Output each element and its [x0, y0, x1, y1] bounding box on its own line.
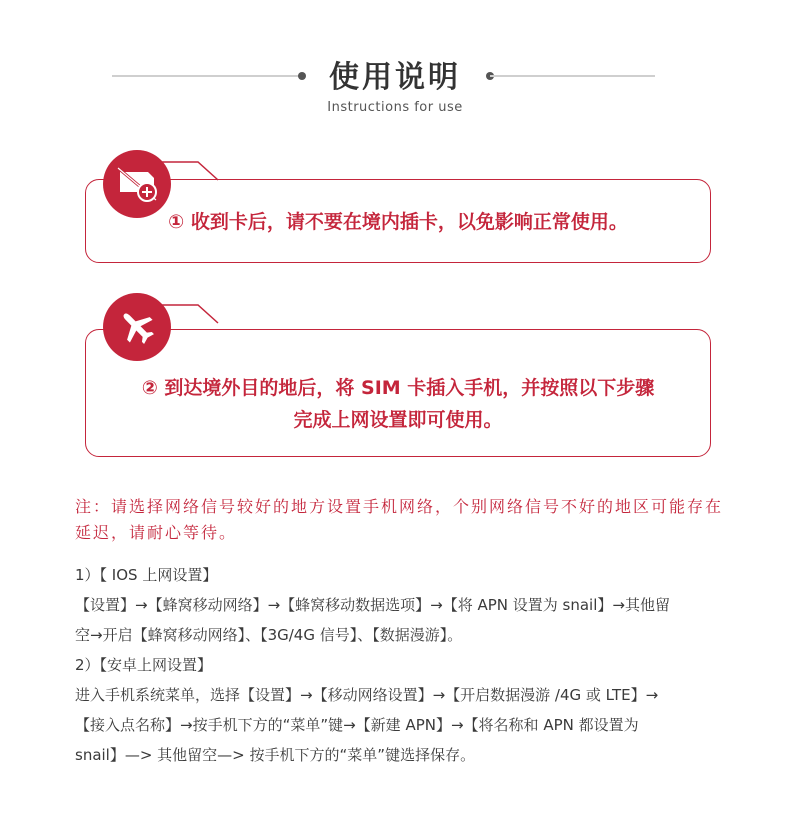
ios-step-line-2: 空→开启【蜂窝移动网络】、【3G/4G 信号】、【数据漫游】。: [75, 626, 463, 644]
step-card-2-text: [86, 372, 710, 436]
step-card-2: [85, 329, 711, 457]
step-card-1-text: ① 收到卡后，请不要在境内插卡，以免影响正常使用。: [168, 211, 628, 233]
step-card-2-line-1: ② 到达境外目的地后，将 SIM 卡插入手机，并按照以下步骤: [141, 377, 655, 399]
android-step-line-2: 【接入点名称】→按手机下方的“菜单”键→【新建 APN】→【将名称和 APN 都设置为: [75, 716, 639, 734]
ios-step-line-1: 【设置】→【蜂窝移动网络】→【蜂窝移动数据选项】→【将 APN 设置为 snail】→其他留: [75, 596, 670, 614]
step-card-1: [85, 179, 711, 263]
notice-text: 注：请选择网络信号较好的地方设置手机网络，个别网络信号不好的地区可能存在延迟，请耐心等待。: [75, 497, 724, 542]
setup-steps: [75, 560, 725, 770]
step-card-2-line-2: 完成上网设置即可使用。: [293, 409, 503, 431]
ios-heading: 1）【 IOS 上网设置】: [75, 566, 218, 584]
android-heading: 2）【安卓上网设置】: [75, 656, 213, 674]
android-step-line-1: 进入手机系统菜单，选择【设置】→【移动网络设置】→【开启数据漫游 /4G 或 LTE】→: [75, 686, 659, 704]
page-title: 使用说明: [329, 60, 461, 95]
sim-card-add-icon: [103, 150, 171, 218]
android-step-line-3: snail】—> 其他留空—> 按手机下方的“菜单”键选择保存。: [75, 746, 476, 764]
page-subtitle: Instructions for use: [327, 100, 463, 115]
airplane-icon: [103, 293, 171, 361]
